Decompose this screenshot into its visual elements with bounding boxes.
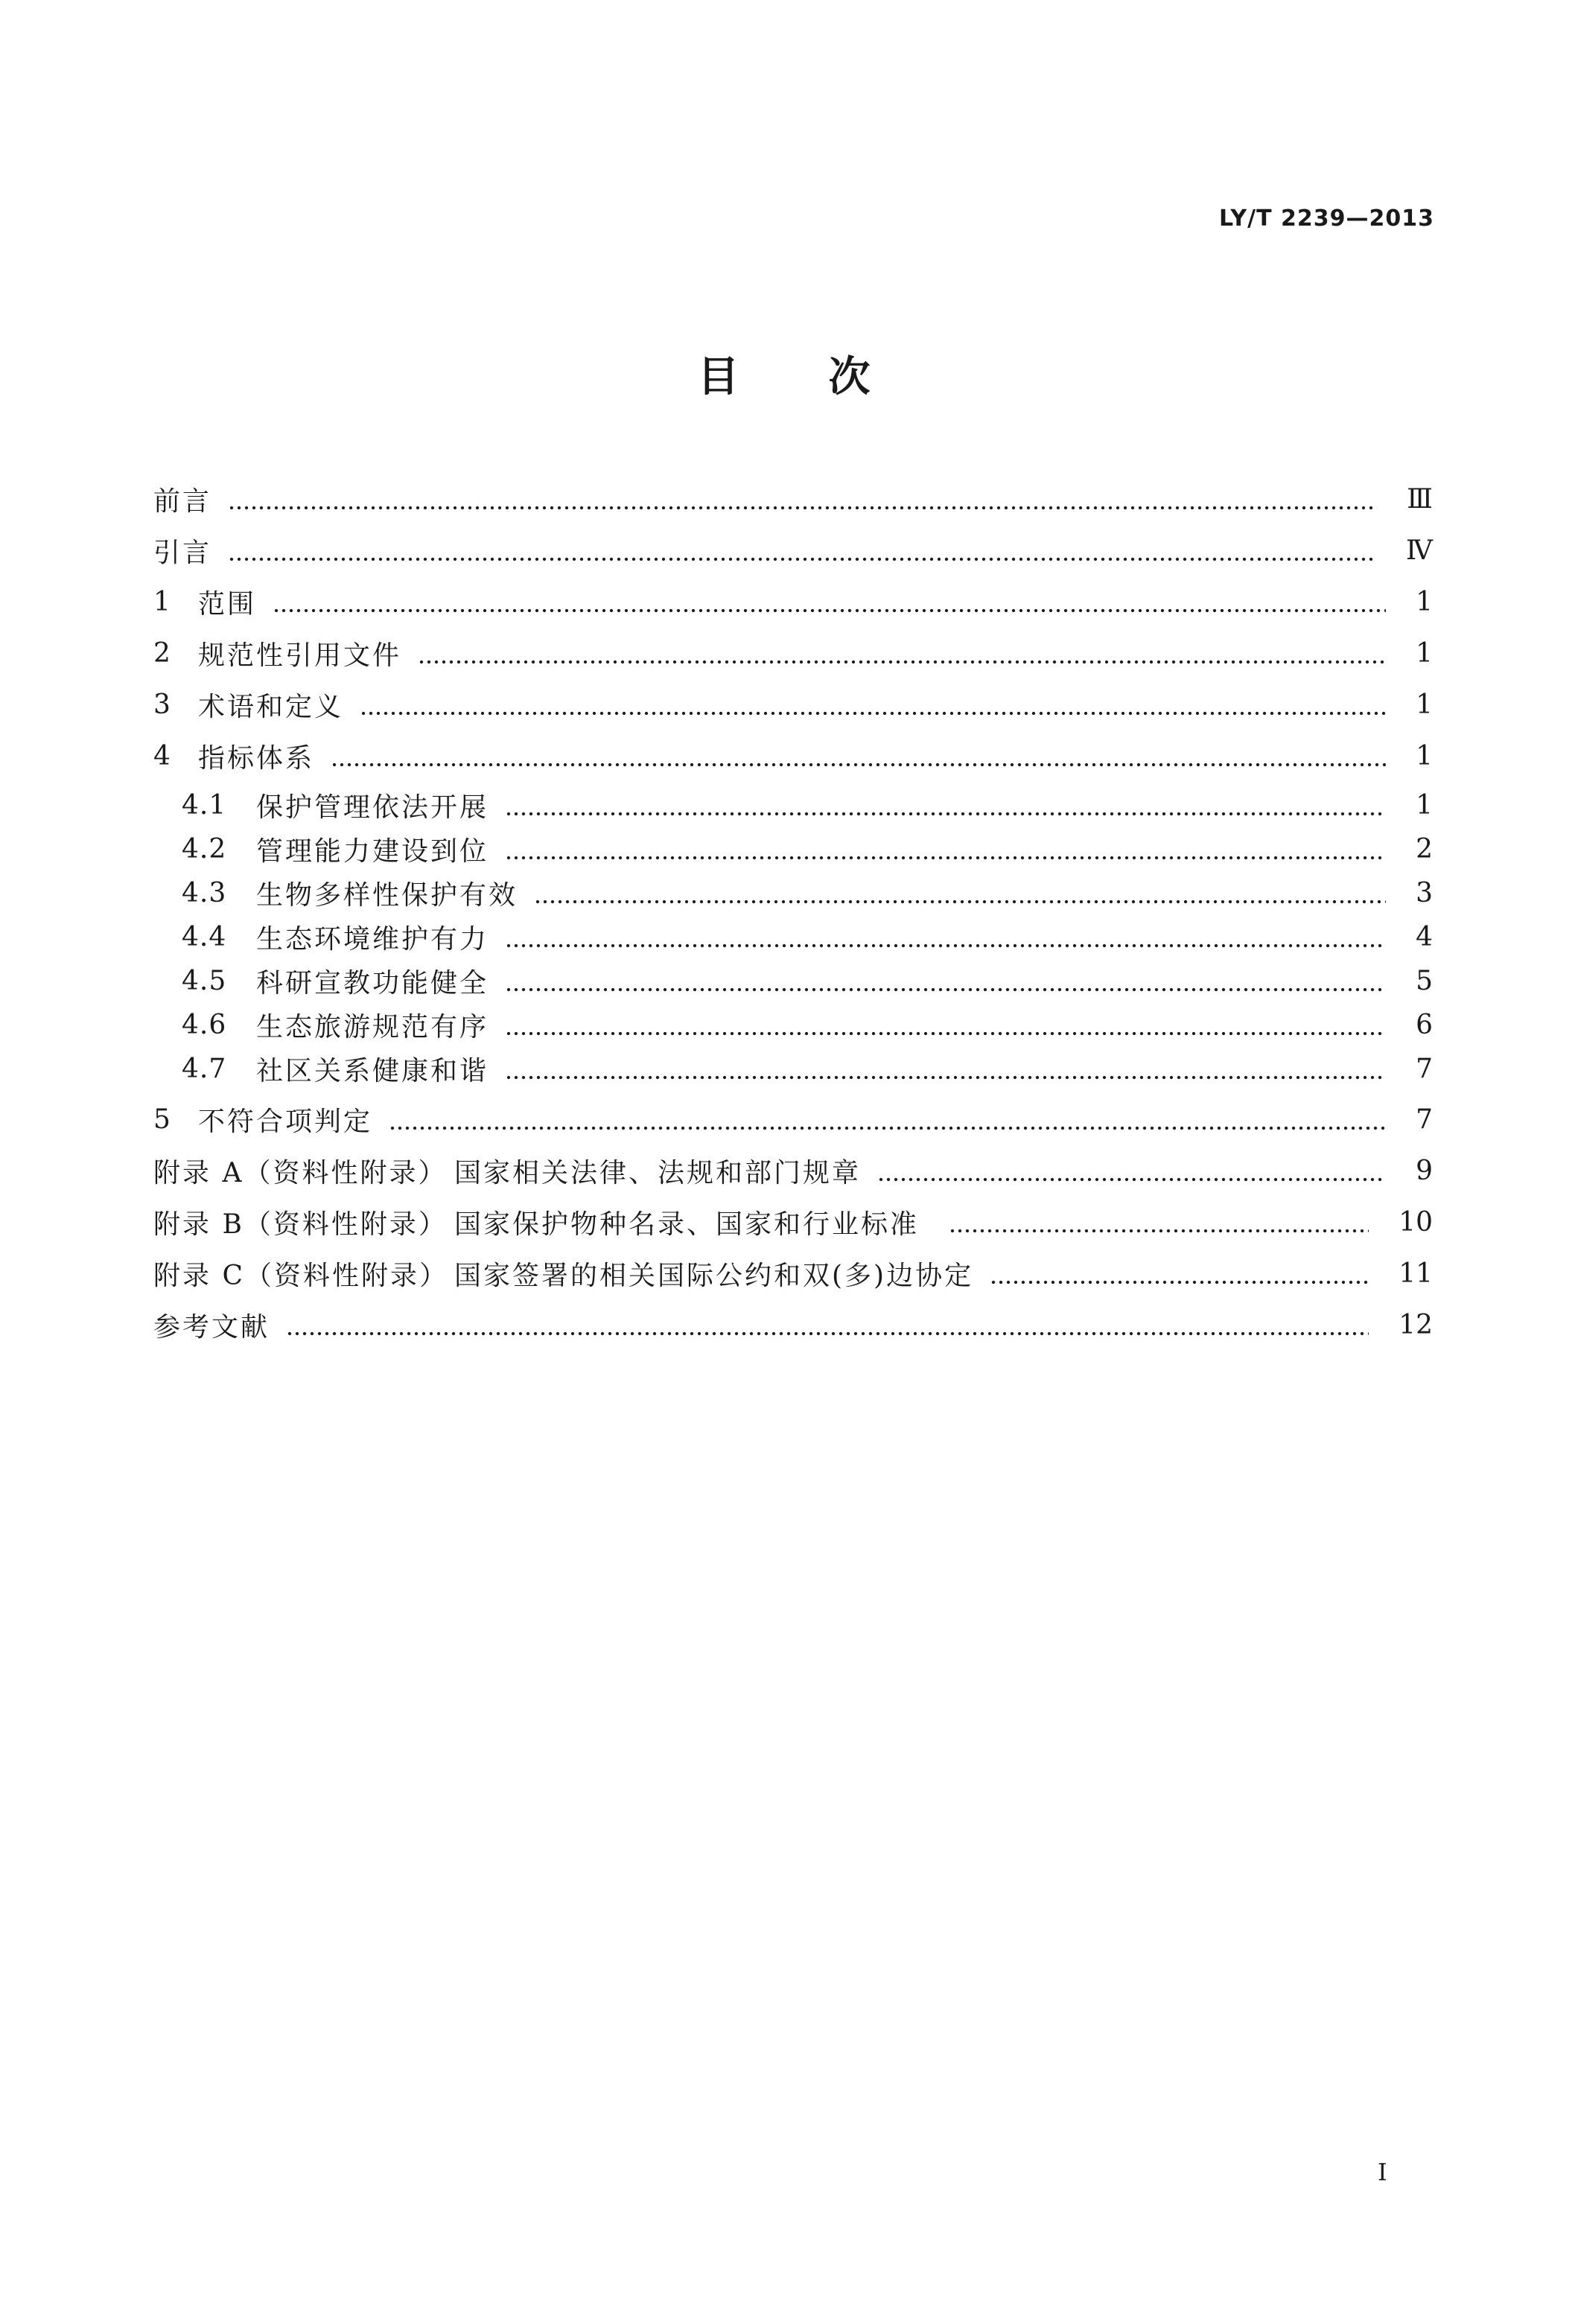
toc-dot-leader	[990, 1280, 1369, 1284]
toc-entry-page: 1	[1416, 690, 1433, 720]
toc-dot-leader	[949, 1229, 1369, 1233]
toc-entry-page: 6	[1416, 1010, 1433, 1040]
toc-entry-label: 生物多样性保护有效	[256, 880, 518, 911]
toc-entry-page: 3	[1416, 878, 1433, 908]
toc-dot-leader	[360, 711, 1386, 716]
toc-entry-number: 1	[153, 587, 171, 617]
toc-dot-leader	[534, 900, 1386, 904]
toc-entry-section-4-7	[153, 1047, 1433, 1091]
toc-dot-leader	[877, 1177, 1386, 1182]
toc-entry-page: 2	[1416, 834, 1433, 865]
toc-entry-label: 生态旅游规范有序	[256, 1012, 489, 1042]
toc-dot-leader	[505, 987, 1386, 992]
toc-dot-leader	[228, 557, 1376, 561]
toc-entry-bibliography	[153, 1299, 1433, 1351]
toc-dot-leader	[505, 812, 1386, 816]
toc-entry-number: 4.3	[182, 878, 227, 908]
toc-entry-page: 7	[1416, 1104, 1433, 1135]
toc-entry-label: 社区关系健康和谐	[256, 1056, 489, 1086]
toc-entry-section-4-4	[153, 915, 1433, 959]
toc-entry-page: 10	[1399, 1207, 1433, 1238]
toc-entry-number: 4.6	[182, 1010, 227, 1040]
toc-entry-section-2	[153, 628, 1433, 679]
page-number: I	[1378, 2158, 1387, 2186]
toc-entry-appendix-b	[153, 1197, 1433, 1248]
toc-dot-leader	[505, 1031, 1386, 1036]
toc-entry-label: 参考文献	[153, 1312, 270, 1343]
toc-appendix-label: 附录 B（资料性附录）	[153, 1209, 448, 1240]
toc-entry-section-5	[153, 1094, 1433, 1145]
toc-entry-section-3	[153, 679, 1433, 730]
toc-dot-leader	[505, 943, 1386, 948]
toc-entry-number: 5	[153, 1104, 171, 1135]
toc-entry-appendix-a	[153, 1145, 1433, 1197]
toc-entry-section-4-3	[153, 871, 1433, 915]
toc-entry-section-4-6	[153, 1003, 1433, 1047]
toc-entry-label: 规范性引用文件	[198, 640, 402, 671]
toc-entry-number: 4.7	[182, 1054, 227, 1084]
toc-entry-page: 1	[1416, 790, 1433, 821]
toc-entry-appendix-c	[153, 1248, 1433, 1299]
toc-appendix-label: 附录 C（资料性附录）	[153, 1261, 448, 1291]
toc-entry-label: 引言	[153, 538, 212, 568]
toc-entry-section-4	[153, 730, 1433, 782]
toc-entry-page: 12	[1399, 1310, 1433, 1340]
toc-entry-section-4-1	[153, 783, 1433, 827]
toc-appendix-title: 国家签署的相关国际公约和双(多)边协定	[454, 1261, 974, 1291]
toc-entry-introduction	[153, 525, 1433, 576]
toc-entry-label: 生态环境维护有力	[256, 924, 489, 955]
toc-entry-section-1	[153, 576, 1433, 628]
toc-entry-label: 保护管理依法开展	[256, 792, 489, 823]
toc-entry-number: 4.2	[182, 834, 227, 865]
toc-dot-leader	[505, 856, 1386, 860]
toc-entry-section-4-5	[153, 959, 1433, 1003]
toc-appendix-title: 国家保护物种名录、国家和行业标准	[454, 1209, 920, 1240]
toc-entry-number: 2	[153, 638, 171, 669]
toc-entry-label: 不符合项判定	[198, 1107, 373, 1137]
toc-entry-label: 术语和定义	[198, 692, 344, 722]
standard-code: LY/T 2239—2013	[1218, 206, 1434, 232]
toc-entry-number: 4.1	[182, 790, 227, 821]
toc-entry-label: 管理能力建设到位	[256, 836, 489, 867]
toc-entry-label: 指标体系	[198, 743, 315, 774]
toc-entry-page: 9	[1416, 1156, 1433, 1186]
toc-entry-label: 范围	[198, 589, 257, 620]
toc-entry-section-4-2	[153, 827, 1433, 871]
toc-dot-leader	[331, 763, 1386, 767]
toc-entry-page: 1	[1416, 638, 1433, 669]
toc-entry-page: 1	[1416, 587, 1433, 617]
toc-entry-page: Ⅲ	[1407, 484, 1433, 515]
toc-entry-page: 4	[1416, 922, 1433, 952]
toc-entry-page: 7	[1416, 1054, 1433, 1084]
toc-entry-foreword	[153, 474, 1433, 525]
toc-dot-leader	[273, 608, 1386, 613]
toc-appendix-title: 国家相关法律、法规和部门规章	[454, 1158, 862, 1188]
toc-entry-number: 4	[153, 741, 171, 771]
toc-dot-leader	[505, 1075, 1386, 1080]
toc-entry-page: 11	[1399, 1258, 1433, 1289]
toc-dot-leader	[286, 1331, 1369, 1336]
toc-dot-leader	[389, 1126, 1386, 1130]
toc-dot-leader	[418, 660, 1386, 664]
toc-entry-number: 4.4	[182, 922, 227, 952]
toc-entry-number: 4.5	[182, 966, 227, 996]
toc-entry-page: 1	[1416, 741, 1433, 771]
toc-entry-label: 科研宣教功能健全	[256, 968, 489, 999]
page-title: 目 次	[697, 353, 894, 401]
toc-entry-label: 前言	[153, 486, 212, 517]
table-of-contents	[153, 474, 1433, 1351]
toc-entry-page: 5	[1416, 966, 1433, 996]
toc-appendix-label: 附录 A（资料性附录）	[153, 1158, 448, 1188]
toc-dot-leader	[228, 506, 1377, 510]
toc-entry-number: 3	[153, 690, 171, 720]
toc-entry-page: Ⅳ	[1406, 535, 1433, 566]
